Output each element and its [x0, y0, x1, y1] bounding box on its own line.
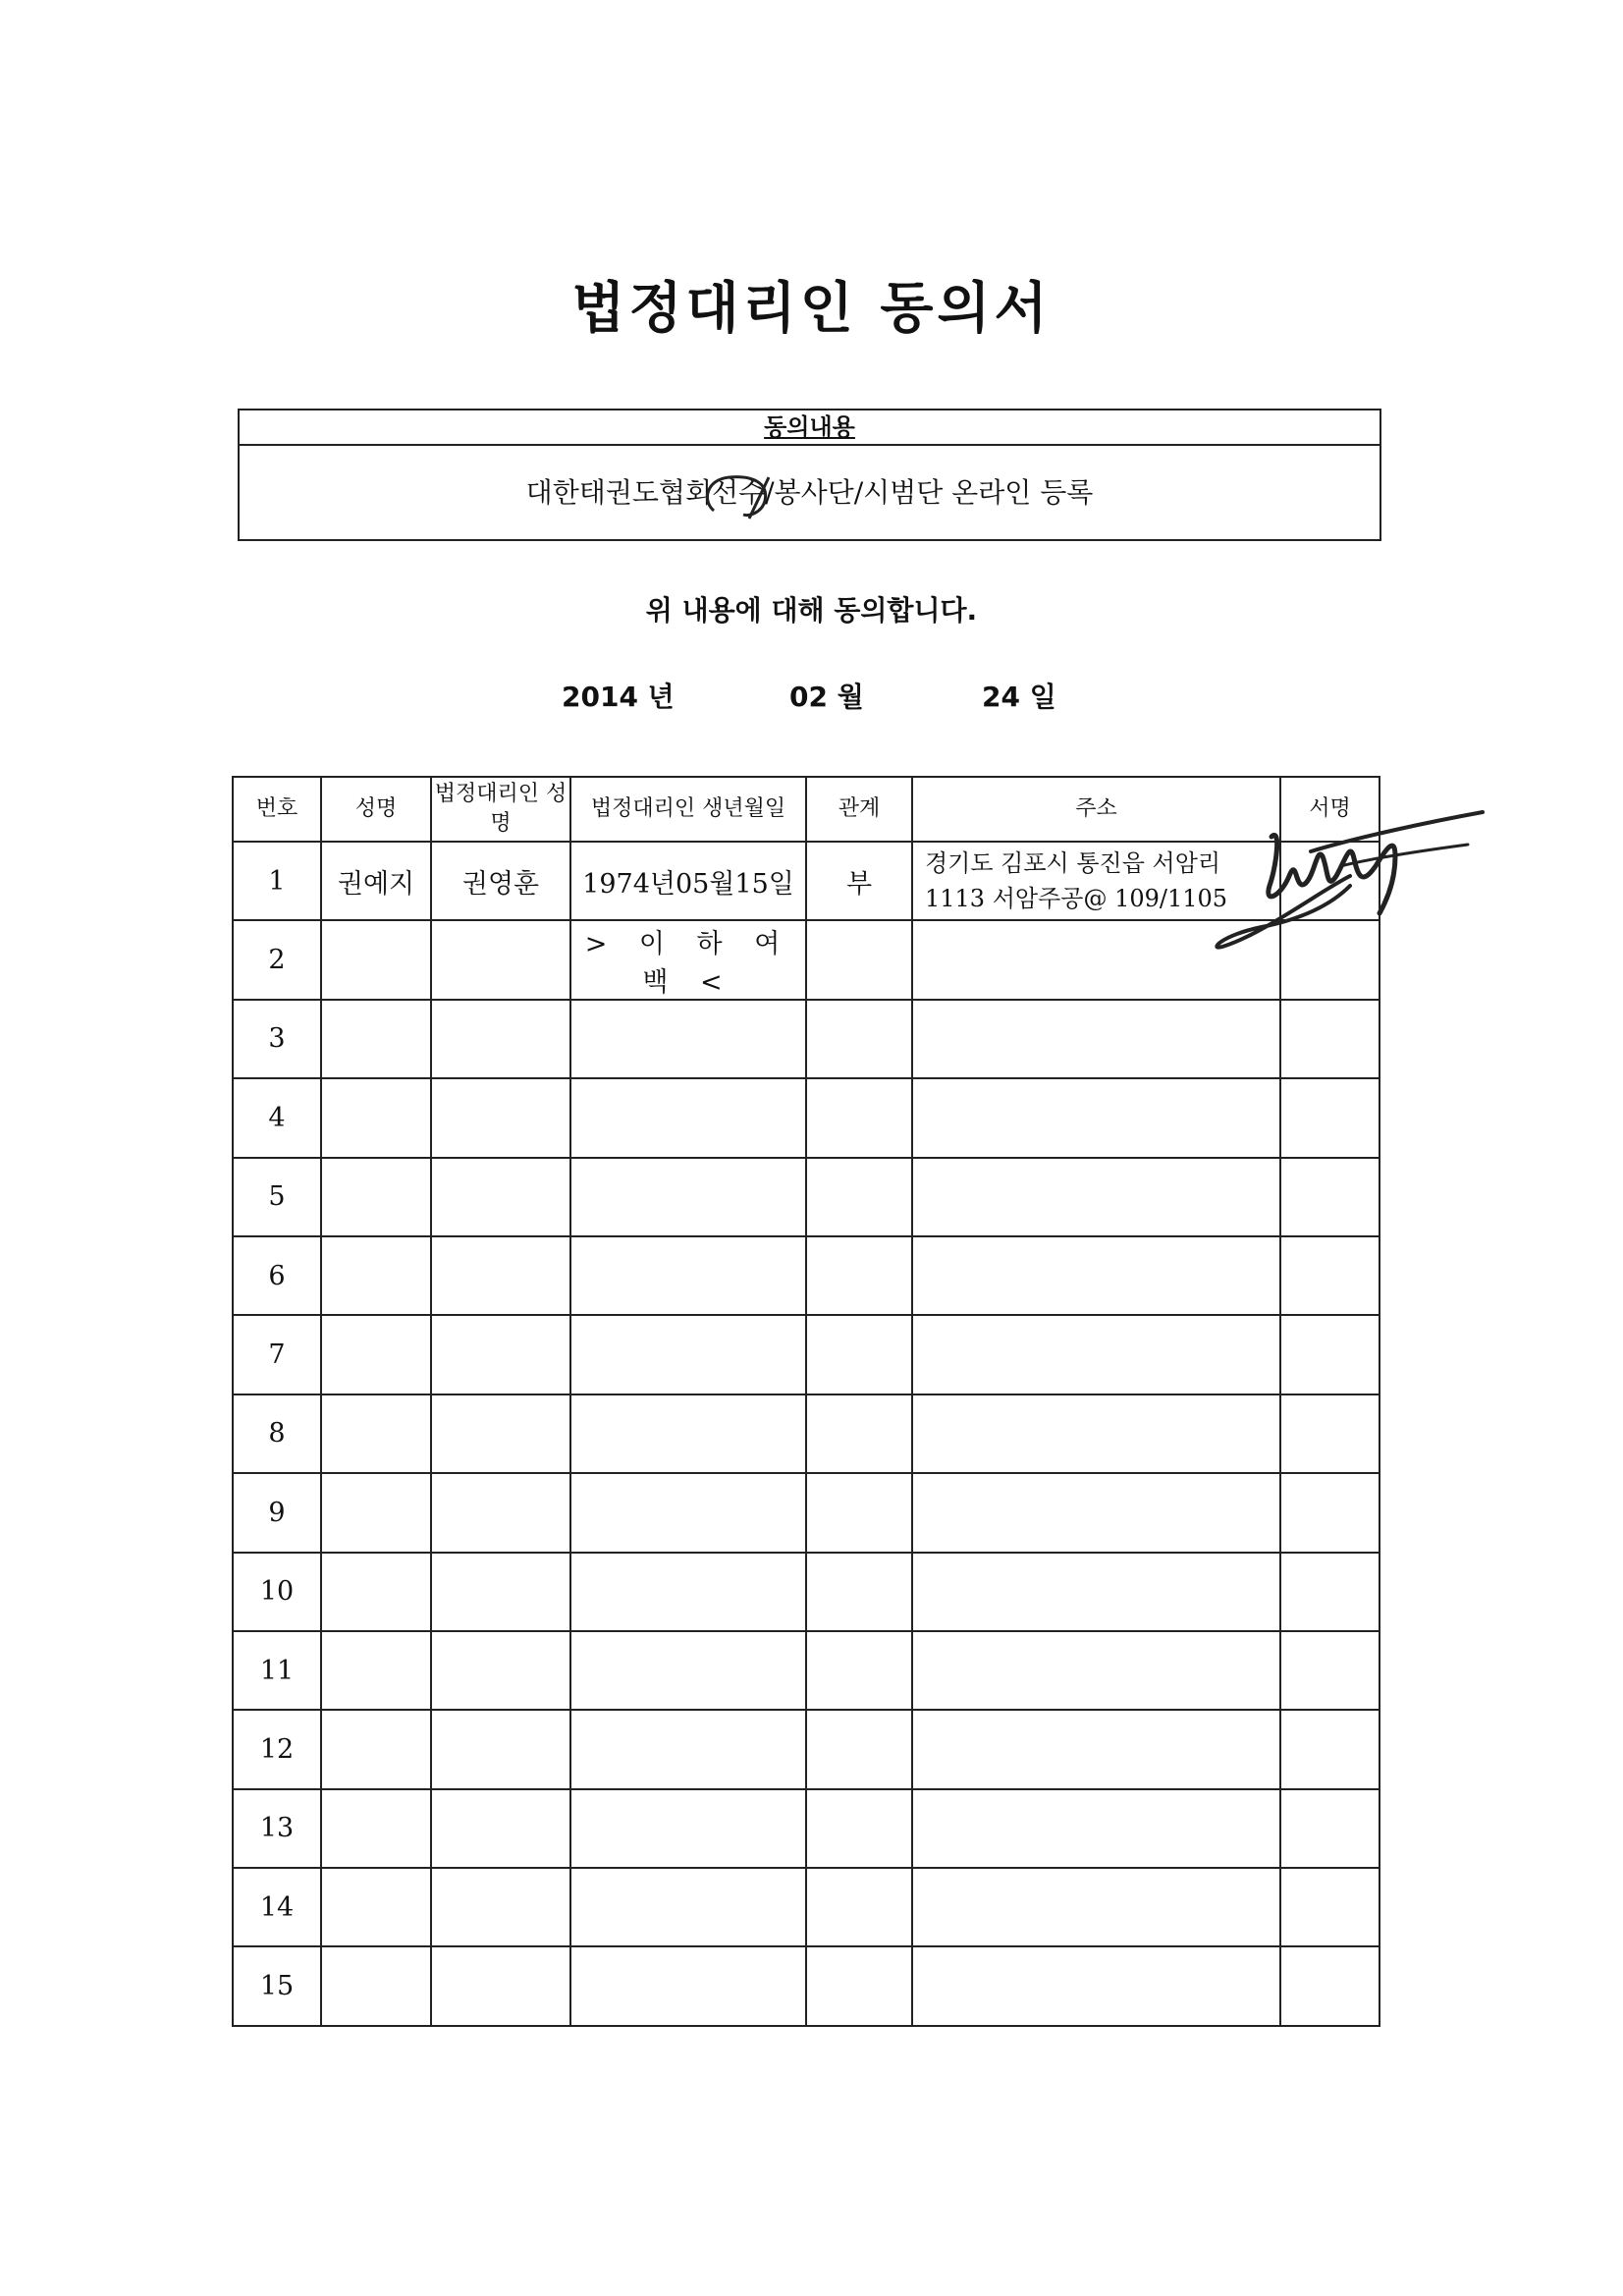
consent-header-label: 동의내용 [764, 413, 855, 441]
cell-no: 12 [233, 1710, 321, 1788]
table-row [233, 1078, 1380, 1157]
cell-guardian-name [431, 920, 570, 999]
table-row [233, 1631, 1380, 1710]
table-row [233, 1236, 1380, 1315]
header-signature: 서명 [1280, 777, 1380, 842]
table-row [233, 1000, 1380, 1078]
header-guardian-birth: 법정대리인 생년월일 [570, 777, 806, 842]
consent-header [240, 410, 1380, 446]
cell-no: 2 [233, 920, 321, 999]
cell-no: 15 [233, 1946, 321, 2026]
cell-no: 4 [233, 1078, 321, 1157]
header-address: 주소 [912, 777, 1280, 842]
agreement-statement: 위 내용에 대해 동의합니다. [645, 594, 978, 627]
cell-no: 6 [233, 1236, 321, 1315]
table-row [233, 1868, 1380, 1946]
consent-org: 대한태권도협회 [525, 476, 713, 509]
header-no: 번호 [233, 777, 321, 842]
cell-relation [806, 920, 912, 999]
cell-no: 7 [233, 1315, 321, 1394]
handwritten-signature [1203, 797, 1497, 964]
cell-guardian-birth: 1974년05월15일 [570, 842, 806, 920]
cell-no: 8 [233, 1394, 321, 1473]
table-row [233, 1710, 1380, 1788]
table-row [233, 1553, 1380, 1631]
cell-name: 권예지 [321, 842, 431, 920]
cell-no: 1 [233, 842, 321, 920]
date-day: 24 일 [982, 681, 1056, 713]
cell-no: 10 [233, 1553, 321, 1631]
header-guardian-name: 법정대리인 성명 [431, 777, 570, 842]
header-relation: 관계 [806, 777, 912, 842]
date-month: 02 월 [789, 681, 864, 713]
address-line-2: 1113 서암주공@ 109/1105 [925, 885, 1228, 913]
consent-box [238, 409, 1381, 541]
table-row [233, 1946, 1380, 2026]
circled-option-label: 선수 [712, 476, 766, 509]
cell-no: 13 [233, 1789, 321, 1868]
cell-guardian-name: 권영훈 [431, 842, 570, 920]
cell-no: 11 [233, 1631, 321, 1710]
cell-name [321, 920, 431, 999]
consent-options-rest: /봉사단/시범단 온라인 등록 [765, 476, 1094, 509]
cell-no: 5 [233, 1158, 321, 1236]
cell-no: 9 [233, 1473, 321, 1552]
table-row [233, 1789, 1380, 1868]
address-line-1: 경기도 김포시 통진읍 서암리 [925, 849, 1221, 878]
circled-option [712, 446, 765, 540]
table-row [233, 1158, 1380, 1236]
table-row [233, 1315, 1380, 1394]
consent-content [240, 446, 1380, 540]
header-name: 성명 [321, 777, 431, 842]
cell-no: 14 [233, 1868, 321, 1946]
document-title: 법정대리인 동의서 [571, 277, 1052, 341]
table-row [233, 1473, 1380, 1552]
cell-relation: 부 [806, 842, 912, 920]
hand-circle-mark [700, 471, 784, 520]
cell-blank-marker: > 이 하 여 백 < [570, 920, 806, 999]
date-year: 2014 년 [562, 681, 675, 713]
table-row [233, 1394, 1380, 1473]
cell-no: 3 [233, 1000, 321, 1078]
